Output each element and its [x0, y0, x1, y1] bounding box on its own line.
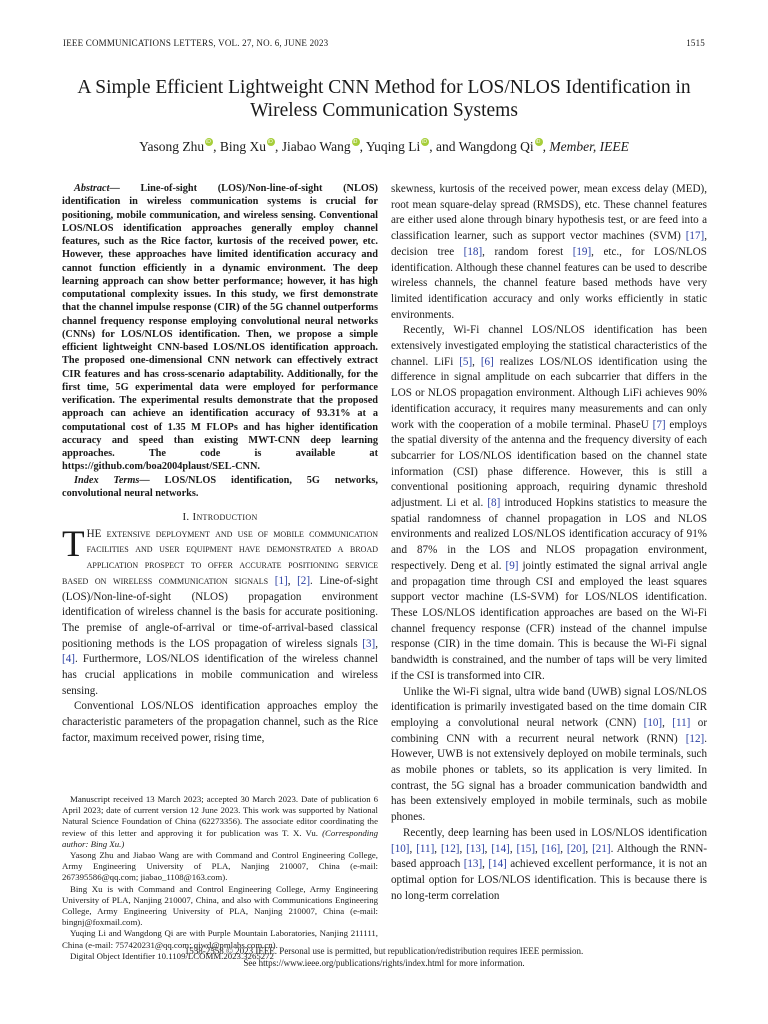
- journal-citation: IEEE COMMUNICATIONS LETTERS, VOL. 27, NO. 6, JUNE 2023: [63, 38, 329, 48]
- rights-link-line[interactable]: See https://www.ieee.org/publications/rights/index.html for more information.: [243, 957, 525, 968]
- citation-link[interactable]: [14]: [488, 858, 507, 871]
- drop-cap: T: [62, 523, 85, 565]
- abstract: [62, 182, 378, 474]
- intro-paragraph-2: Conventional LOS/NLOS identification approaches employ the characteristic parameters of the propagation channel, such as the Rice factor, maximum received power, rising time,: [62, 700, 378, 744]
- author-name[interactable]: , Jiabao Wang: [275, 139, 351, 154]
- footnote-manuscript: Manuscript received 13 March 2023; accepted 30 March 2023. Date of publication 6 April 2023; date of current version 12 June 2023. This work was supported by National Natural Science Foundation of China (62273356). The associate editor coordinating the review of this letter and approving it for publication was T. X. Vu. (Corresponding author: Bing Xu.): [62, 794, 378, 849]
- citation-link[interactable]: [10]: [391, 842, 410, 855]
- citation-link[interactable]: [2]: [297, 574, 311, 587]
- citation-link[interactable]: [14]: [491, 842, 510, 855]
- body-paragraph-2: Recently, Wi-Fi channel LOS/NLOS identification has been extensively investigated employing the statistical characteristics of the channel. LiFi [5], [6] realizes LOS/NLOS identification using the difference in signal amplitude on each subcarrier that differs in the LOS or NLOS propagation environment. Although LiFi achieves 90% identification accuracy, it requires many measurements and can only work with the cooperation of a mobile terminal. PhaseU [7] employs the spatial diversity of the antenna and the frequency diversity of each subcarrier for LOS/NLOS identification based on the channel state information (CSI) phase difference. However, this is still a conventional positioning approach, requiring dynamic threshold adjustment. Li et al. [8] introduced Hopkins statistics to measure the spatial randomness of channel propagation in LOS and NLOS environments and realized LOS/NLOS identification accuracy of 91% and 87% in the LOS and NLOS propagation environment, respectively. Deng et al. [9] jointly estimated the signal arrival angle and propagation time through CSI and employed the least squares support vector machine (LS-SVM) for LOS/NLOS identification. These LOS/NLOS identification approaches are based on the Wi-Fi channel frequency response (CFR) instead of the channel impulse response (CIR) in the time domain. This is because the Wi-Fi signal bandwidth is constrained, and the number of taps will be very limited if the CSI is transformed into CIR.: [391, 324, 707, 682]
- abstract-label: Abstract: [74, 183, 110, 194]
- title-line-2: Wireless Communication Systems: [250, 100, 518, 121]
- citation-link[interactable]: [12]: [440, 842, 460, 855]
- author-list: [40, 138, 728, 155]
- section-number: I.: [182, 511, 190, 523]
- citation-link[interactable]: [13]: [466, 842, 485, 855]
- citation-link[interactable]: [11]: [416, 842, 435, 855]
- citation-link[interactable]: [11]: [672, 716, 691, 729]
- author-name[interactable]: Yasong Zhu: [139, 139, 205, 154]
- orcid-icon[interactable]: [267, 138, 275, 146]
- index-terms-label: Index Terms: [74, 474, 140, 486]
- citation-link[interactable]: [5]: [459, 355, 473, 368]
- citation-link[interactable]: [12]: [685, 732, 705, 745]
- body-paragraph-4: Recently, deep learning has been used in LOS/NLOS identification [10], [11], [12], [13], [14], [15], [16], [20], [21]. Although the RNN-based approach [13], [14] achieved excellent performance, it is not an optimal option for LOS/NLOS identification. This is because there is no long-term correlation: [391, 826, 708, 902]
- citation-link[interactable]: [13]: [463, 858, 483, 871]
- citation-link[interactable]: [7]: [652, 418, 666, 431]
- section-heading: [62, 510, 378, 526]
- citation-link[interactable]: [1]: [274, 574, 288, 587]
- body-paragraph-3: Unlike the Wi-Fi signal, ultra wide band (UWB) signal LOS/NLOS identification is primarily investigated based on the time domain CIR employing a convolutional neural network (CNN) [10], [11] or combining CNN with a recurrent neural network (RNN) [12]. However, UWB is not extensively deployed on mobile terminals, such as mobile phones or tablets, so its application is very limited. In contrast, the 5G signal has a broader communication bandwidth and has been extensively employed in mobile terminals, such as mobile phones.: [391, 685, 708, 824]
- citation-link[interactable]: [10]: [643, 716, 663, 729]
- footnote-doi: Digital Object Identifier 10.1109/LCOMM.2023.3265272: [70, 950, 274, 961]
- footnotes: [62, 794, 378, 962]
- index-terms-text: — LOS/NLOS identification, 5G networks, convolutional neural networks.: [62, 474, 378, 499]
- author-membership: , Member, IEEE: [542, 139, 629, 154]
- citation-link[interactable]: [21]: [592, 842, 611, 855]
- right-column: [391, 182, 707, 904]
- citation-link[interactable]: [8]: [487, 497, 501, 510]
- author-name[interactable]: , and Wangdong Qi: [429, 139, 534, 154]
- left-column: [62, 182, 378, 747]
- intro-paragraph-1: THE extensive deployment and use of mobile communication facilities and user equipment have demonstrated a broad application prospect to offer accurate positioning service based on wireless communication signals [1], [2]. Line-of-sight (LOS)/Non-line-of-sight (NLOS) propagation environment identification of wireless channel is the basis for accurate positioning. The premise of angle-of-arrival or time-of-arrival-based classical positioning methods is the LOS propagation of wireless signals [3], [4]. Furthermore, LOS/NLOS identification of the wireless channel has crucial applications in mobile communication and wireless sensing.: [62, 523, 378, 697]
- title-line-1: A Simple Efficient Lightweight CNN Method for LOS/NLOS Identification in: [77, 77, 691, 98]
- citation-link[interactable]: [4]: [62, 653, 75, 666]
- citation-link[interactable]: [15]: [516, 842, 536, 855]
- orcid-icon[interactable]: [205, 138, 213, 146]
- orcid-icon[interactable]: [352, 138, 360, 146]
- orcid-icon[interactable]: [421, 138, 429, 146]
- citation-link[interactable]: [16]: [541, 842, 561, 855]
- author-name[interactable]: , Bing Xu: [213, 139, 267, 154]
- citation-link[interactable]: [19]: [572, 245, 592, 258]
- citation-link[interactable]: [18]: [463, 245, 483, 258]
- paper-title: [40, 76, 728, 122]
- orcid-icon[interactable]: [535, 138, 543, 146]
- section-title: Introduction: [192, 511, 258, 523]
- footnote-affiliation: Yuqing Li and Wangdong Qi are with Purple Mountain Laboratories, Nanjing 211111, China (e-mail: 757420231@qq.com; qiwd@pmlabs.com.cn).: [62, 928, 378, 950]
- citation-link[interactable]: [6]: [480, 355, 494, 368]
- copyright-footer: [40, 946, 728, 969]
- abstract-text: — Line-of-sight (LOS)/Non-line-of-sight (NLOS) identification in wireless communication systems is crucial for positioning, mobile communication, and wireless sensing. Conventional LOS/NLOS identification approaches generally employ channel features, such as the Rice factor, kurtosis of the received power, etc. However, these approaches have limited identification accuracy and cannot function efficiently in a dynamic environment. The deep learning approach can show better performance; however, it has high computational complexity issues. In this study, we first demonstrate that the channel impulse response (CIR) of the 5G channel outperforms channel frequency response employing convolutional neural networks (CNNs) for LOS/NLOS identification. Then, we propose a simple efficient lightweight CNN-based LOS/NLOS identification approach. The proposed one-dimensional CNN network can effectively extract CIR features and has cross-scenario adaptability. Additionally, for the first time, 5G experimental data were employed for performance verification. The experimental results demonstrate that the proposed approach can achieve an identification accuracy of 93.31% at a computational cost of 1.35 M FLOPs and has higher identification accuracy and speed than existing MWT-CNN deep learning approaches. The code is available at https://github.com/boa2004plaust/SEL-CNN.: [62, 183, 378, 473]
- citation-link[interactable]: [3]: [362, 637, 376, 650]
- index-terms: [62, 474, 378, 501]
- footnote-affiliation: Yasong Zhu and Jiabao Wang are with Command and Control Engineering College, Army Engineering University of PLA, Nanjing 210007, China (e-mail: 267395586@qq.com; jiabao_1108@163.com).: [62, 850, 378, 883]
- author-name[interactable]: , Yuqing Li: [359, 139, 421, 154]
- page-number: 1515: [686, 38, 705, 48]
- citation-link[interactable]: [17]: [685, 230, 705, 243]
- citation-link[interactable]: [9]: [505, 559, 519, 572]
- running-header: [63, 38, 705, 52]
- copyright-line: 1558-2558 © 2023 IEEE. Personal use is permitted, but republication/redistribution requires IEEE permission.: [184, 946, 584, 956]
- footnote-affiliation: Bing Xu is with Command and Control Engineering College, Army Engineering University of PLA, Nanjing 210007, China, and also with Communications Engineering College, Army Engineering University of PLA, Nanjing 210007, China (e-mail: bingnj@foxmail.com).: [62, 883, 378, 928]
- body-paragraph-1: skewness, kurtosis of the received power, mean excess delay (MED), root mean square-delay spread (RMSDS), etc. These channel features are either used alone through binary hypothesis test, or are feed into a classification learner, such as support vector machines (SVM) [17], decision tree [18], random forest [19], etc., for LOS/NLOS identification. Although these channel features can be used to describe wireless channels, the channel feature based methods have very limited identification accuracy and only works efficiently in static environments.: [391, 183, 707, 321]
- citation-link[interactable]: [20]: [566, 842, 586, 855]
